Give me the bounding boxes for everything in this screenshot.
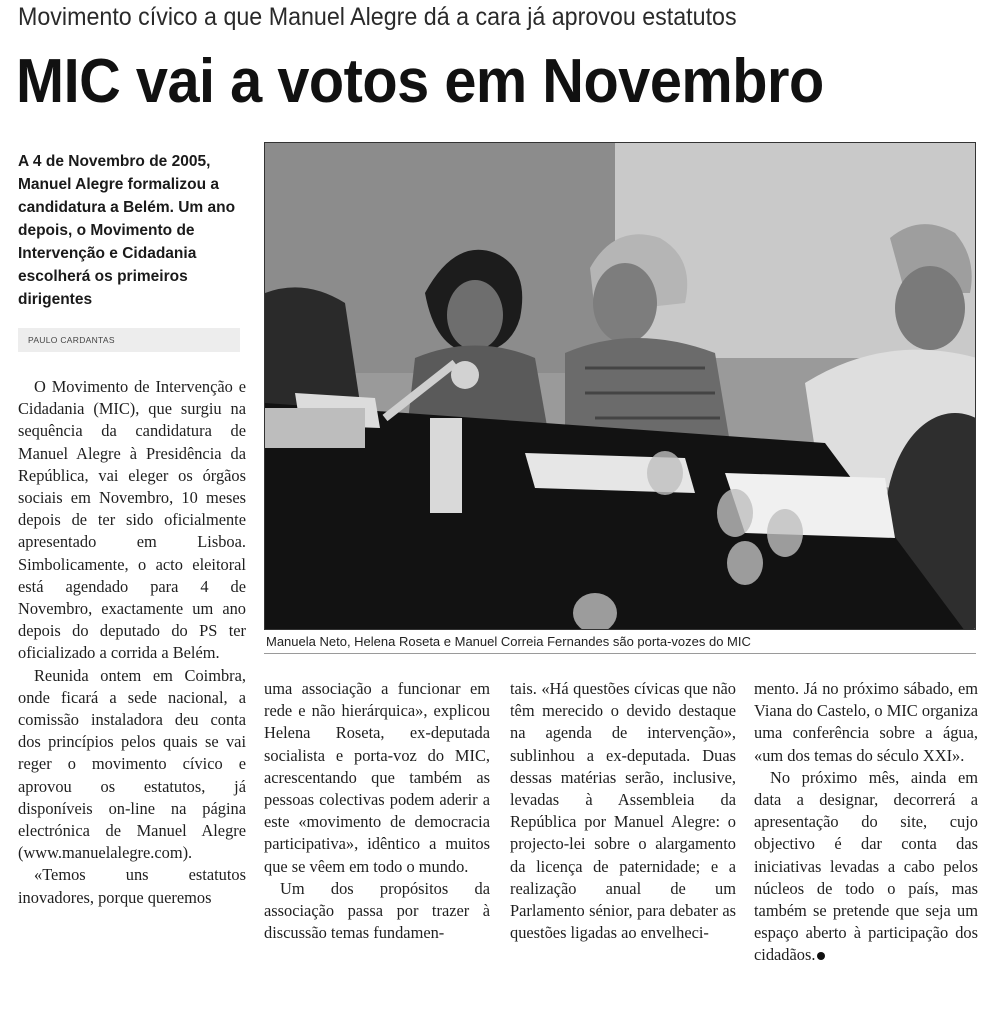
article-headline: MIC vai a votos em Novembro: [16, 47, 824, 116]
final-paragraph-text: No próximo mês, ainda em data a designar, decorrerá a apresentação do site, cujo objectivo é dar conta das iniciativas levadas a cabo pelos núcleos de todo o país, mas também se pretende que seja um espaço aberto à participação dos cidadãos.: [754, 767, 978, 965]
body-paragraph: mento. Já no próximo sábado, em Viana do Castelo, o MIC organiza uma conferência sobre a água, «um dos temas do século XXI».: [754, 679, 978, 765]
body-paragraph: tais. «Há questões cívicas que não têm merecido o devido destaque na agenda de intervenção», sublinhou a ex-deputada. Duas dessas matérias serão, inclusive, levadas à Assembleia da República por Manuel Alegre: o projecto-lei sobre o alargamento da licença de paternidade; e a realização anual de um Parlamento sénior, para debater as questões ligadas ao envelheci-: [510, 679, 736, 943]
body-column-2: [264, 678, 490, 944]
body-column-4: [754, 678, 978, 967]
caption-divider: [264, 653, 976, 654]
body-paragraph: Um dos propósitos da associação passa por trazer à discussão temas fundamen-: [264, 878, 490, 943]
end-of-article-icon: [817, 952, 825, 960]
article-lead: A 4 de Novembro de 2005, Manuel Alegre formalizou a candidatura a Belém. Um ano depois, o Movimento de Intervenção e Cidadania escolherá os primeiros dirigentes: [18, 153, 236, 308]
body-paragraph: «Temos uns estatutos inovadores, porque queremos: [18, 865, 246, 907]
body-column-3: [510, 678, 736, 944]
body-paragraph: Reunida ontem em Coimbra, onde ficará a sede nacional, a comissão instaladora deu conta dos princípios pelos quais se vai reger o movimento cívico e aprovou os estatutos, já disponíveis on-line na página electrónica de Manuel Alegre (www.manuelalegre.com).: [18, 665, 246, 863]
body-paragraph-final: [754, 767, 978, 967]
body-column-1: [18, 376, 246, 909]
photo-byline: PAULO CARDANTAS: [18, 328, 240, 352]
press-conference-illustration: [265, 143, 976, 630]
press-conference-photo: [264, 142, 976, 630]
photo-caption: Manuela Neto, Helena Roseta e Manuel Correia Fernandes são porta-vozes do MIC: [266, 634, 751, 649]
body-paragraph: uma associação a funcionar em rede e não hierárquica», explicou Helena Roseta, ex-deputada socialista e porta-voz do MIC, acrescentando que também as pessoas colectivas podem aderir a este «movimento de democracia participativa», idêntico a muitos que se vêem em todo o mundo.: [264, 679, 490, 876]
article-kicker: Movimento cívico a que Manuel Alegre dá a cara já aprovou estatutos: [18, 3, 737, 31]
body-paragraph: O Movimento de Intervenção e Cidadania (MIC), que surgiu na sequência da candidatura de Manuel Alegre à Presidência da República, vai eleger os órgãos sociais em Novembro, 10 meses depois de ter sido oficialmente apresentado em Lisboa. Simbolicamente, o acto eleitoral está agendado para 4 de Novembro, exactamente um ano depois do deputado do PS ter oficializado a corrida a Belém.: [18, 377, 246, 663]
